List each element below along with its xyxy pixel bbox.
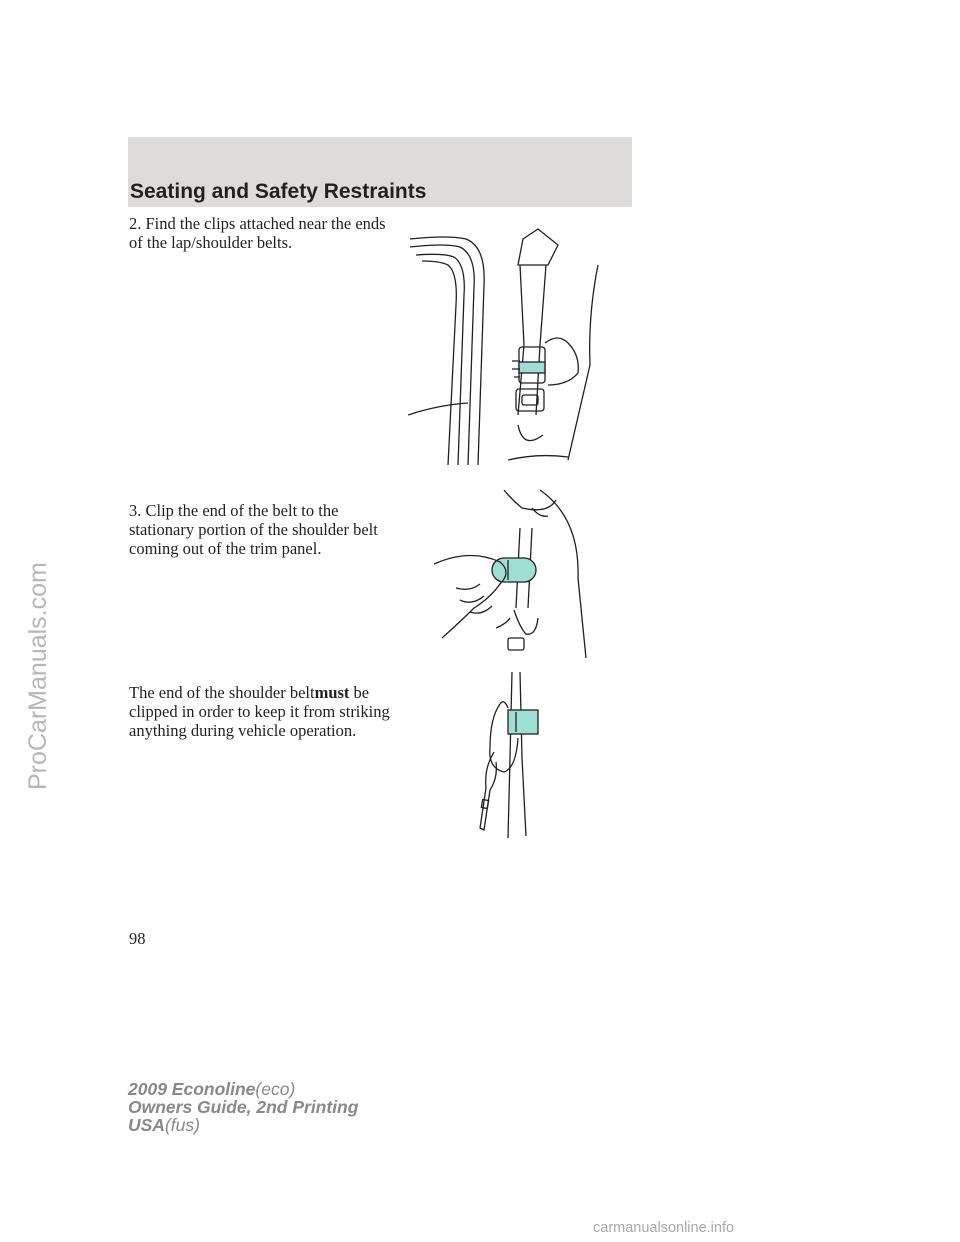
note-emphasis: must xyxy=(314,683,350,702)
figure-find-clips xyxy=(408,225,608,470)
note-text-end: be clipped in order to keep it from striking anything during vehicle operation. xyxy=(129,683,390,740)
note-text-start: The end of the shoulder belt xyxy=(129,683,315,702)
footer-model-code: (eco) xyxy=(255,1079,296,1099)
footer xyxy=(128,1080,358,1134)
page-number: 98 xyxy=(129,929,146,948)
footer-market: USA xyxy=(128,1115,165,1135)
step-3-text: 3. Clip the end of the belt to the stationary portion of the shoulder belt coming out of the trim panel. xyxy=(129,501,378,558)
step-2-text: 2. Find the clips attached near the ends of the lap/shoulder belts. xyxy=(129,214,386,252)
footer-guide: Owners Guide, 2nd Printing xyxy=(128,1097,359,1117)
figure-clipped-belt xyxy=(460,668,560,838)
section-title: Seating and Safety Restraints xyxy=(130,180,427,203)
bottom-watermark: carmanualsonline.info xyxy=(593,1220,735,1236)
footer-market-code: (fus) xyxy=(164,1115,200,1135)
footer-model: 2009 Econoline xyxy=(128,1079,256,1099)
figure-clip-belt xyxy=(430,488,600,663)
footer-model-line xyxy=(128,1080,358,1098)
side-watermark: ProCarManuals.com xyxy=(24,562,52,790)
footer-market-line xyxy=(128,1116,358,1134)
note-text xyxy=(129,683,399,740)
